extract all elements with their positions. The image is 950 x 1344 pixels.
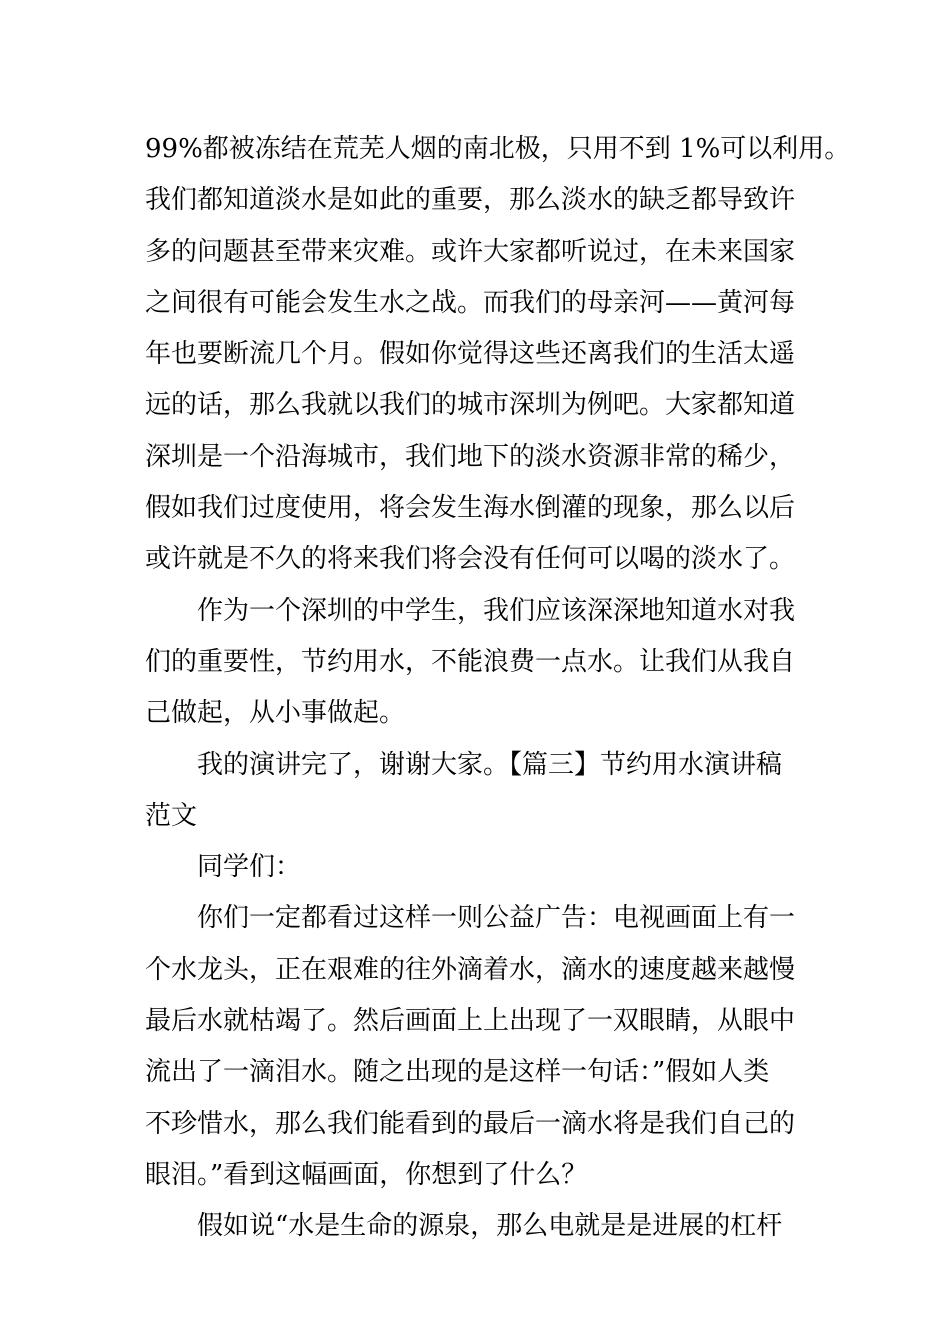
- text-line: 年也要断流几个月。假如你觉得这些还离我们的生活太遥: [145, 339, 796, 370]
- text-line: 个水龙头，正在艰难的往外滴着水，滴水的速度越来越慢: [145, 954, 796, 985]
- paragraph-start-line: 假如说“水是生命的源泉，那么电就是是进展的杠杆: [197, 1211, 783, 1242]
- text-line: 范文: [145, 800, 198, 831]
- text-line: 假如我们过度使用，将会发生海水倒灌的现象，那么以后: [145, 493, 796, 524]
- paragraph-start-line: 作为一个深圳的中学生，我们应该深深地知道水对我: [197, 595, 796, 626]
- text-line: 之间很有可能会发生水之战。而我们的母亲河——黄河每: [145, 287, 796, 318]
- document-body: [145, 124, 851, 1253]
- paragraph-start-line: 我的演讲完了，谢谢大家。【篇三】节约用水演讲稿: [197, 749, 783, 780]
- text-line: 流出了一滴泪水。随之出现的是这样一句话：”假如人类: [145, 1057, 770, 1088]
- text-line: 我们都知道淡水是如此的重要，那么淡水的缺乏都导致许: [145, 185, 796, 216]
- text-line: 多的问题甚至带来灾难。或许大家都听说过，在未来国家: [145, 236, 796, 267]
- text-line: 不珍惜水，那么我们能看到的最后一滴水将是我们自己的: [145, 1108, 796, 1139]
- text-line: 们的重要性，节约用水，不能浪费一点水。让我们从我自: [145, 646, 796, 677]
- text-line: 眼泪。”看到这幅画面，你想到了什么？: [145, 1159, 588, 1190]
- text-line: 99%都被冻结在荒芜人烟的南北极，只用不到 1%可以利用。: [145, 134, 851, 164]
- text-line: 远的话，那么我就以我们的城市深圳为例吧。大家都知道: [145, 390, 796, 421]
- text-line: 己做起，从小事做起。: [145, 698, 406, 729]
- paragraph-start-line: 你们一定都看过这样一则公益广告：电视画面上有一: [197, 903, 796, 934]
- text-line: 最后水就枯竭了。然后画面上上出现了一双眼睛，从眼中: [145, 1006, 796, 1037]
- text-line: 或许就是不久的将来我们将会没有任何可以喝的淡水了。: [145, 544, 796, 575]
- text-line: 深圳是一个沿海城市，我们地下的淡水资源非常的稀少，: [145, 441, 796, 472]
- salutation-line: 同学们：: [197, 852, 302, 883]
